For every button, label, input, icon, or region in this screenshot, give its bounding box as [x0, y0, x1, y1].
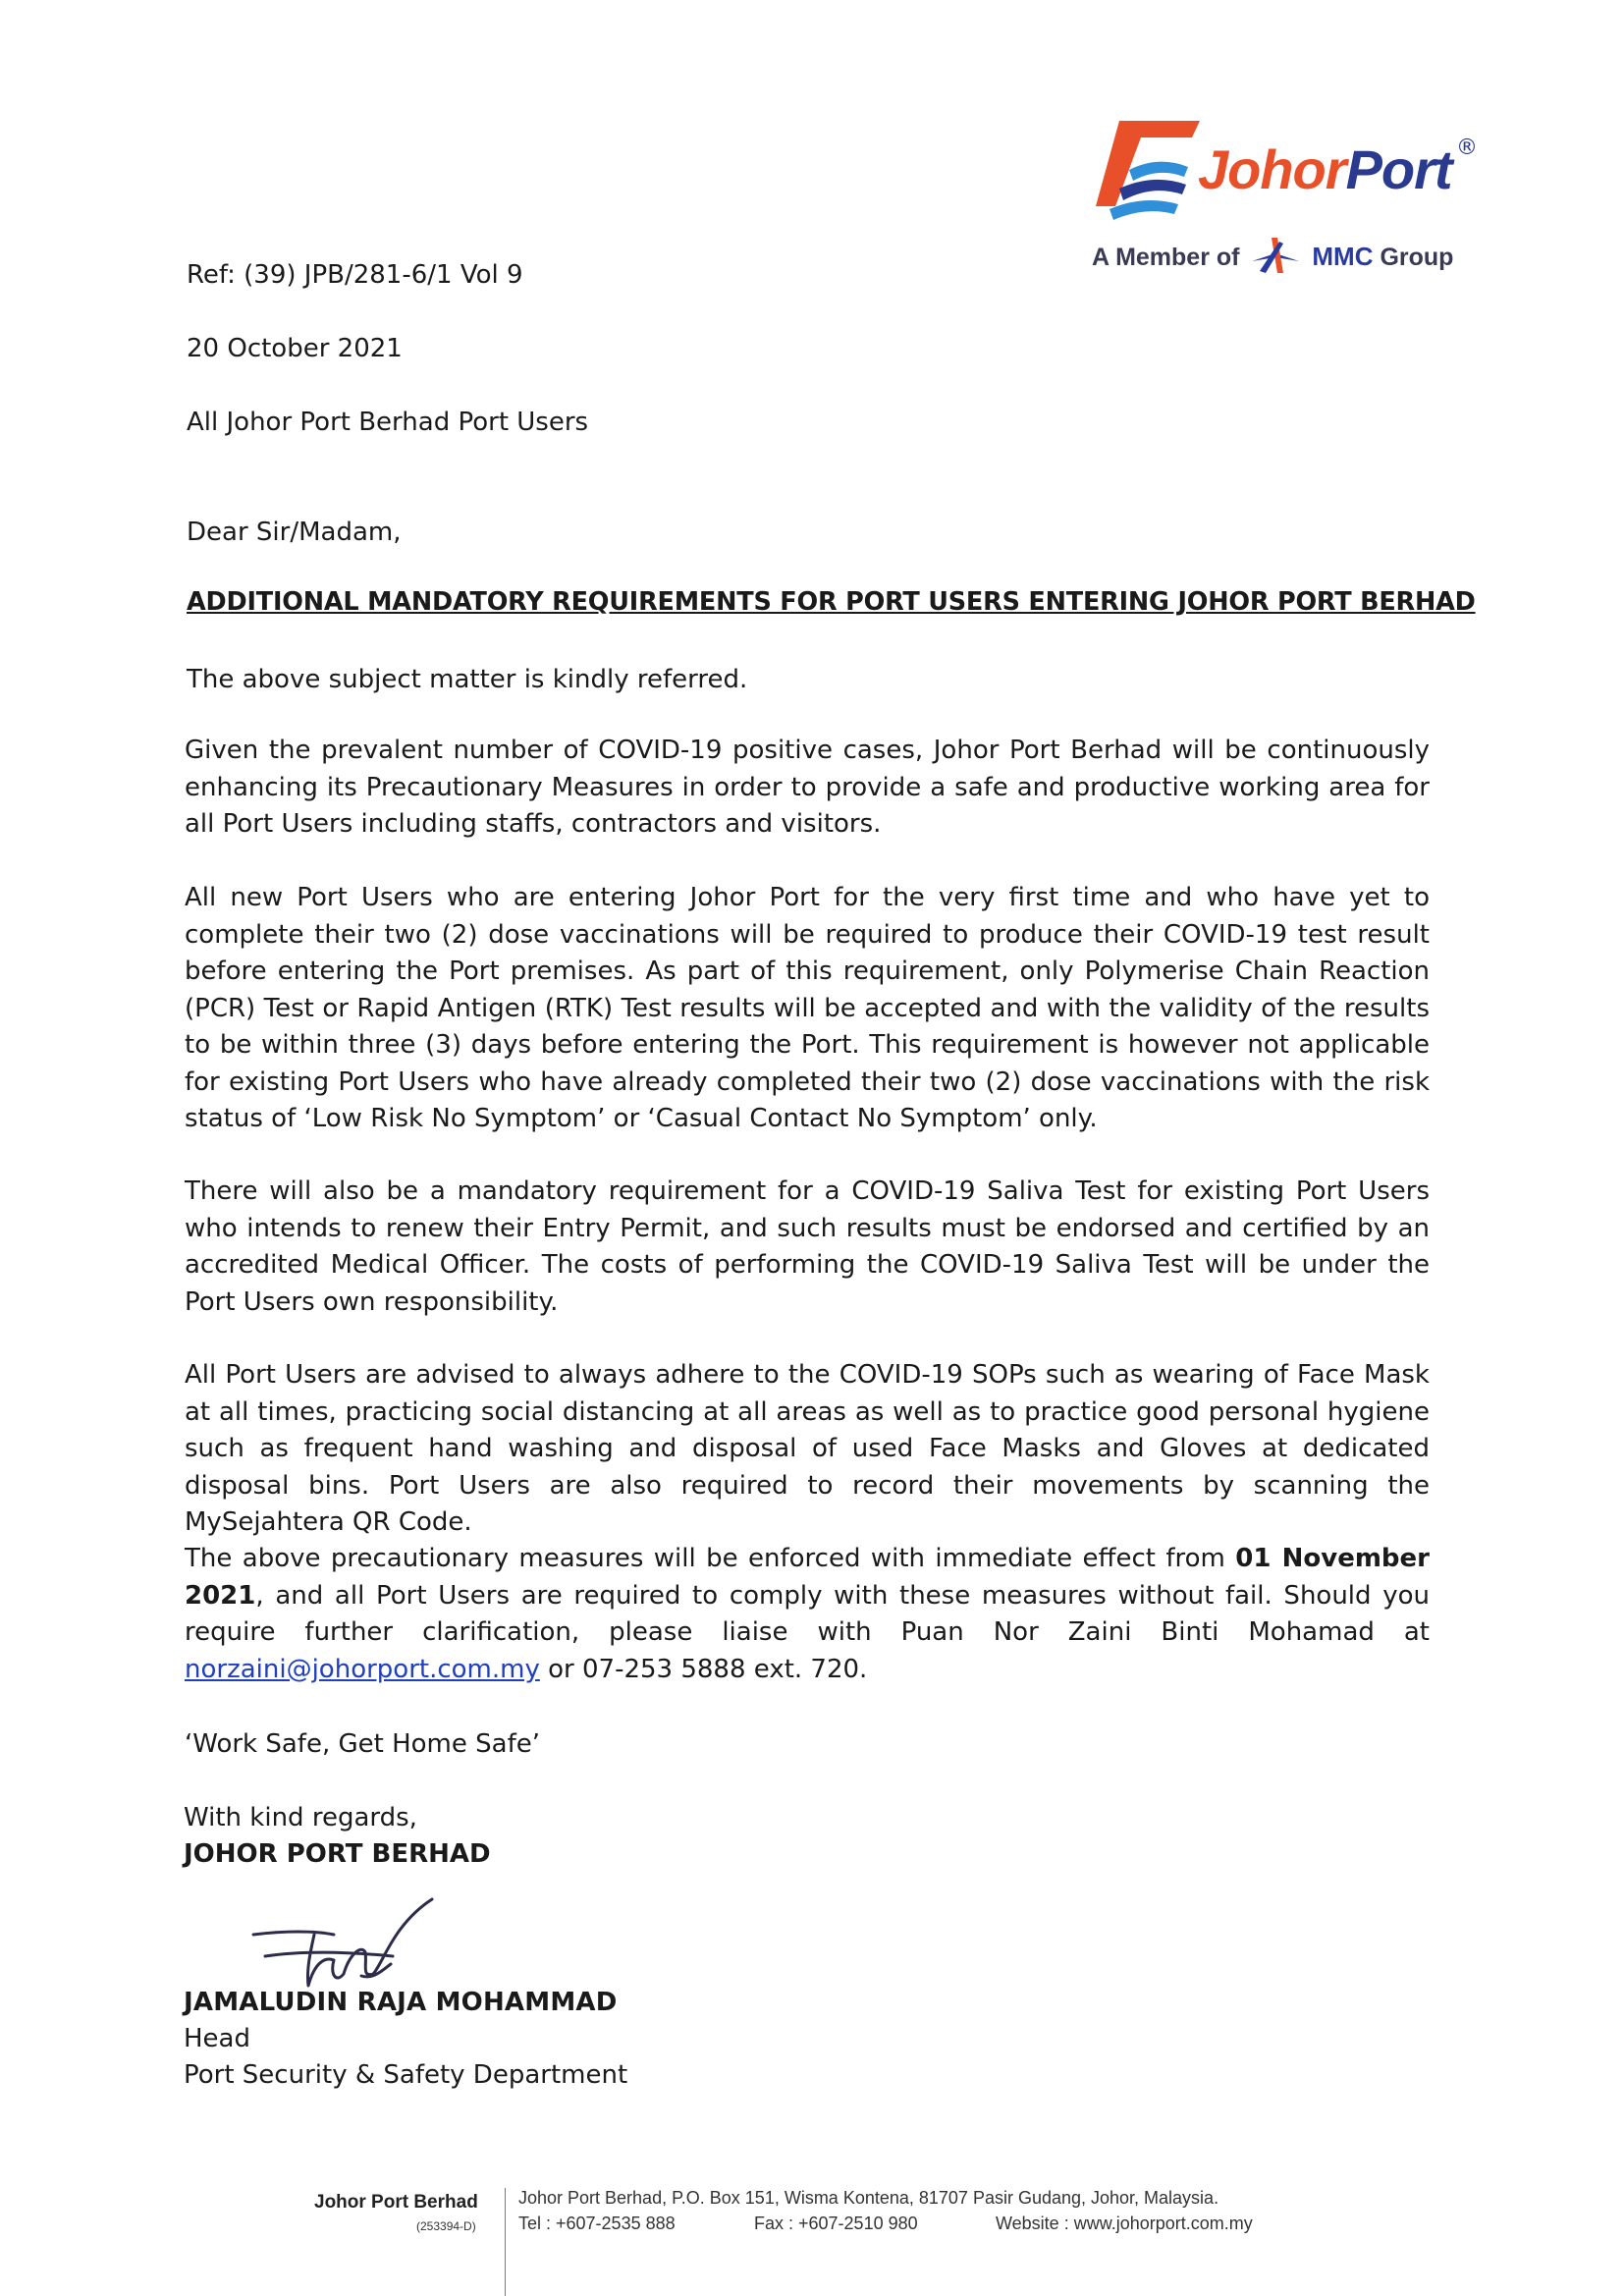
footer-address: Johor Port Berhad, P.O. Box 151, Wisma Kontena, 81707 Pasir Gudang, Johor, Malaysia. [518, 2188, 1219, 2208]
subject-heading: ADDITIONAL MANDATORY REQUIREMENTS FOR PORT USERS ENTERING JOHOR PORT BERHAD [187, 587, 1476, 617]
closing: With kind regards, [184, 1803, 417, 1832]
signatory-department: Port Security & Safety Department [184, 2060, 628, 2090]
reference-number: Ref: (39) JPB/281-6/1 Vol 9 [187, 260, 523, 290]
footer-divider [505, 2188, 506, 2296]
paragraph-intro: The above subject matter is kindly referred. [187, 665, 748, 694]
member-prefix: A Member of [1092, 244, 1240, 271]
logo-wordmark: JohorPort [1198, 138, 1452, 200]
recipient: All Johor Port Berhad Port Users [187, 408, 589, 437]
motto: ‘Work Safe, Get Home Safe’ [185, 1729, 540, 1759]
johorport-emblem-icon [1090, 116, 1203, 224]
letter-date: 20 October 2021 [187, 334, 403, 363]
signatory-name: JAMALUDIN RAJA MOHAMMAD [184, 1988, 618, 2017]
effective-date: 01 November 2021 [185, 1544, 1430, 1611]
footer-tel: Tel : +607-2535 888 [518, 2214, 676, 2233]
contact-email-link[interactable]: norzaini@johorport.com.my [185, 1654, 540, 1684]
enforcement-text-b: , and all Port Users are required to comply with these measures without fail. Should you require further clarification, please liaise with Puan Nor Zaini Binti Mohamad at [185, 1580, 1430, 1647]
footer-company: Johor Port Berhad [314, 2192, 478, 2213]
registered-mark: ® [1456, 136, 1478, 160]
member-of-group [1092, 236, 1453, 275]
enforcement-text-a: The above precautionary measures will be enforced with immediate effect from [185, 1544, 1236, 1573]
closing-company: JOHOR PORT BERHAD [184, 1839, 491, 1869]
paragraph-new-users-requirement: All new Port Users who are entering Johor Port for the very first time and who have yet to complete their two (2) dose vaccinations will be required to produce their COVID-19 test result before entering the Port premises. As part of this requirement, only Polymerise Chain Reaction (PCR) Test or Rapid Antigen (RTK) Test results will be accepted and with the validity of the results to be within three (3) days before entering the Port. This requirement is however not applicable for existing Port Users who have already completed their two (2) dose vaccinations with the risk status of ‘Low Risk No Symptom’ or ‘Casual Contact No Symptom’ only. [185, 883, 1430, 1133]
enforcement-text-c: or 07-253 5888 ext. 720. [539, 1654, 868, 1684]
mmc-brand: MMC [1312, 242, 1374, 271]
group-suffix: Group [1380, 244, 1454, 271]
footer-fax: Fax : +607-2510 980 [754, 2214, 918, 2233]
signatory-title: Head [184, 2024, 250, 2053]
paragraph-covid-cases: Given the prevalent number of COVID-19 positive cases, Johor Port Berhad will be continuously enhancing its Precautionary Measures in order to provide a safe and productive working area for all Port Users including staffs, contractors and visitors. [185, 736, 1430, 839]
paragraph-enforcement [185, 1541, 1430, 1688]
footer-company-reg: (253394-D) [416, 2219, 476, 2233]
salutation: Dear Sir/Madam, [187, 518, 402, 547]
paragraph-sops: All Port Users are advised to always adhere to the COVID-19 SOPs such as wearing of Face Mask at all times, practicing social distancing at all areas as well as to practice good personal hygiene such as frequent hand washing and disposal of used Face Masks and Gloves at dedicated disposal bins. Port Users are also required to record their movements by scanning the MySejahtera QR Code. [185, 1360, 1430, 1537]
paragraph-saliva-test: There will also be a mandatory requirement for a COVID-19 Saliva Test for existing Port Users who intends to renew their Entry Permit, and such results must be endorsed and certified by an accredited Medical Officer. The costs of performing the COVID-19 Saliva Test will be under the Port Users own responsibility. [185, 1176, 1430, 1317]
footer-website: Website : www.johorport.com.my [996, 2214, 1253, 2233]
mmc-logo-icon [1250, 236, 1301, 275]
